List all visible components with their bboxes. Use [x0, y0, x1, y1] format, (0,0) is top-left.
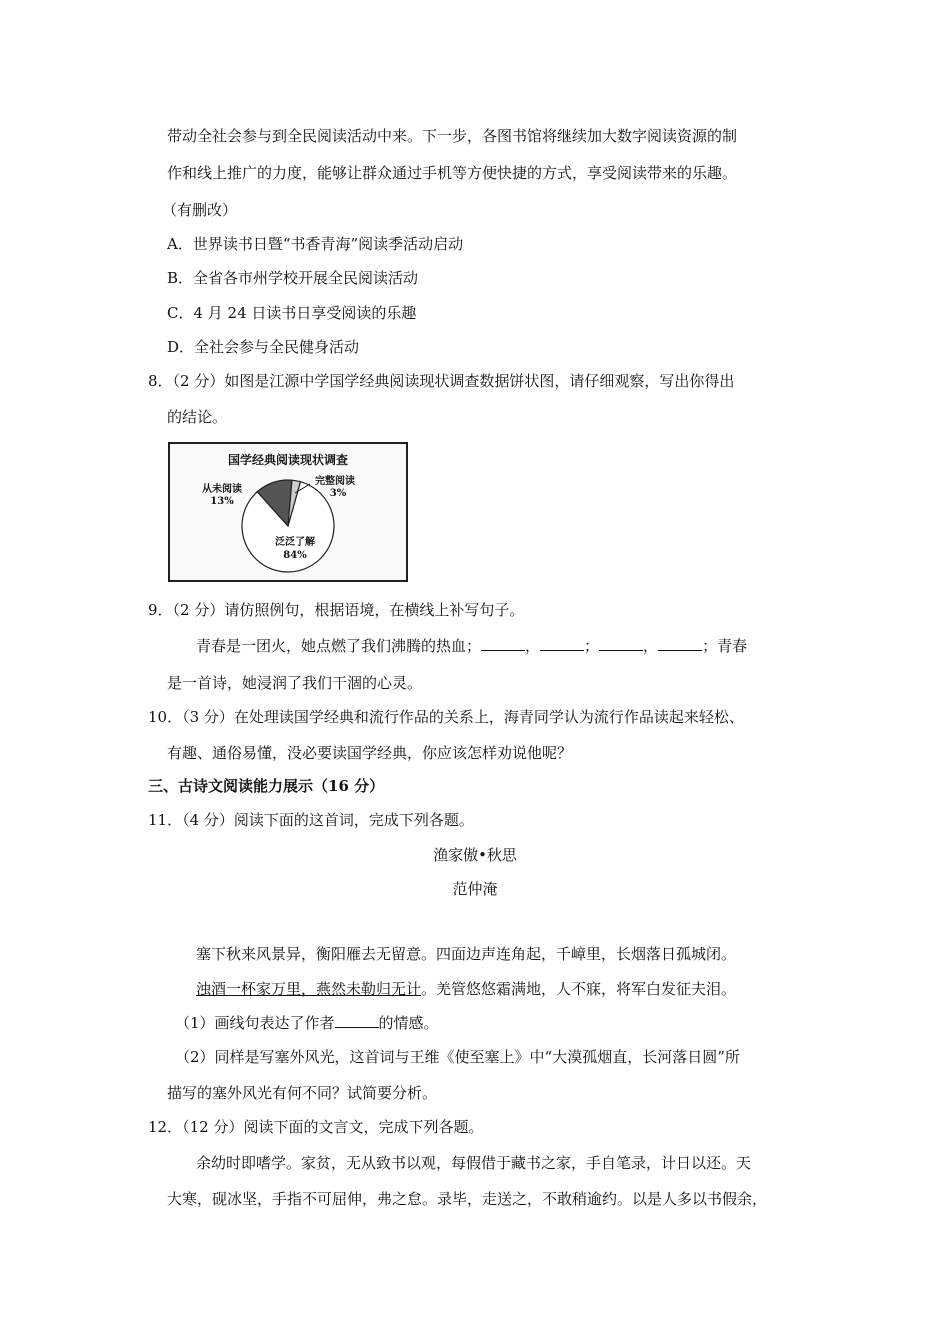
example-start: 青春是一团火，她点燃了我们沸腾的热血；: [196, 637, 482, 655]
question-12: 12．（12 分）阅读下面的文言文，完成下列各题。: [148, 1118, 484, 1136]
question-11: 11．（4 分）阅读下面的这首词，完成下列各题。: [148, 811, 474, 829]
example-end: ；青春: [702, 637, 748, 655]
passage-source-note: （有删改）: [162, 201, 238, 219]
classical-text-line-2: 大寒，砚冰坚，手指不可屈伸，弗之怠。录毕，走送之，不敢稍逾约。以是人多以书假余，: [167, 1190, 768, 1208]
question-10-cont: 有趣、通俗易懂，没必要读国学经典，你应该怎样劝说他呢？: [167, 744, 573, 762]
separator: ，: [643, 637, 659, 655]
slice-label-main: 泛泛了解: [275, 537, 315, 548]
slice-label-never: 从未阅读: [202, 484, 242, 495]
sub-1-start: （1）画线句表达了作者: [175, 1014, 335, 1032]
separator: ；: [584, 637, 600, 655]
answer-blank-3[interactable]: [599, 636, 643, 651]
option-a: A．世界读书日暨“书香青海”阅读季活动启动: [167, 235, 464, 253]
sub-1-end: 的情感。: [378, 1014, 439, 1032]
poem-verse-1: 塞下秋来风景异，衡阳雁去无留意。四面边声连角起，千嶂里，长烟落日孤城闭。: [196, 945, 737, 963]
answer-blank-1[interactable]: [481, 636, 525, 651]
passage-line-1: 带动全社会参与到全民阅读活动中来。下一步，各图书馆将继续加大数字阅读资源的制: [167, 127, 738, 145]
pie-chart-figure: [168, 442, 408, 582]
option-b: B．全省各市州学校开展全民阅读活动: [167, 269, 419, 287]
verse-rest: 。羌管悠悠霜满地，人不寐，将军白发征夫泪。: [421, 980, 737, 998]
answer-blank-emotion[interactable]: [335, 1013, 379, 1028]
question-8: 8．（2 分）如图是江源中学国学经典阅读现状调查数据饼状图，请仔细观察，写出你得出: [148, 372, 735, 390]
question-10: 10．（3 分）在处理读国学经典和流行作品的关系上，海青同学认为流行作品读起来轻松、: [148, 708, 744, 726]
poem-author: 范仲淹: [452, 880, 498, 898]
question-9-example: [196, 636, 747, 656]
classical-text-line-1: 余幼时即嗜学。家贫，无从致书以观，每假借于藏书之家，手自笔录，计日以还。天: [196, 1154, 752, 1172]
answer-blank-4[interactable]: [658, 636, 702, 651]
option-d: D．全社会参与全民健身活动: [167, 338, 360, 356]
section-3-title: 三、古诗文阅读能力展示（16 分）: [148, 777, 385, 795]
question-9-cont: 是一首诗，她浸润了我们干涸的心灵。: [167, 674, 423, 692]
answer-blank-2[interactable]: [540, 636, 584, 651]
option-c: C．4 月 24 日读书日享受阅读的乐趣: [167, 304, 417, 322]
passage-line-2: 作和线上推广的力度，能够让群众通过手机等方便快捷的方式，享受阅读带来的乐趣。: [167, 164, 738, 182]
question-11-sub-2-cont: 描写的塞外风光有何不同？试简要分析。: [167, 1084, 438, 1102]
slice-label-complete: 完整阅读: [315, 476, 355, 487]
poem-title: 渔家傲•秋思: [433, 846, 517, 864]
slice-value-never: 13%: [210, 496, 234, 507]
separator: ，: [525, 637, 541, 655]
question-8-cont: 的结论。: [167, 408, 228, 426]
pie-chart: [170, 444, 406, 580]
poem-verse-2: [196, 979, 736, 999]
slice-value-main: 84%: [283, 550, 307, 561]
question-11-sub-1: [175, 1013, 439, 1033]
slice-value-complete: 3%: [329, 488, 347, 499]
underlined-verse: 浊酒一杯家万里，燕然未勒归无计: [196, 980, 422, 998]
chart-title: 国学经典阅读现状调查: [227, 453, 349, 467]
question-11-sub-2: （2）同样是写塞外风光，这首词与王维《使至塞上》中“大漠孤烟直，长河落日圆”所: [175, 1048, 740, 1066]
question-9: 9．（2 分）请仿照例句，根据语境，在横线上补写句子。: [148, 601, 525, 619]
